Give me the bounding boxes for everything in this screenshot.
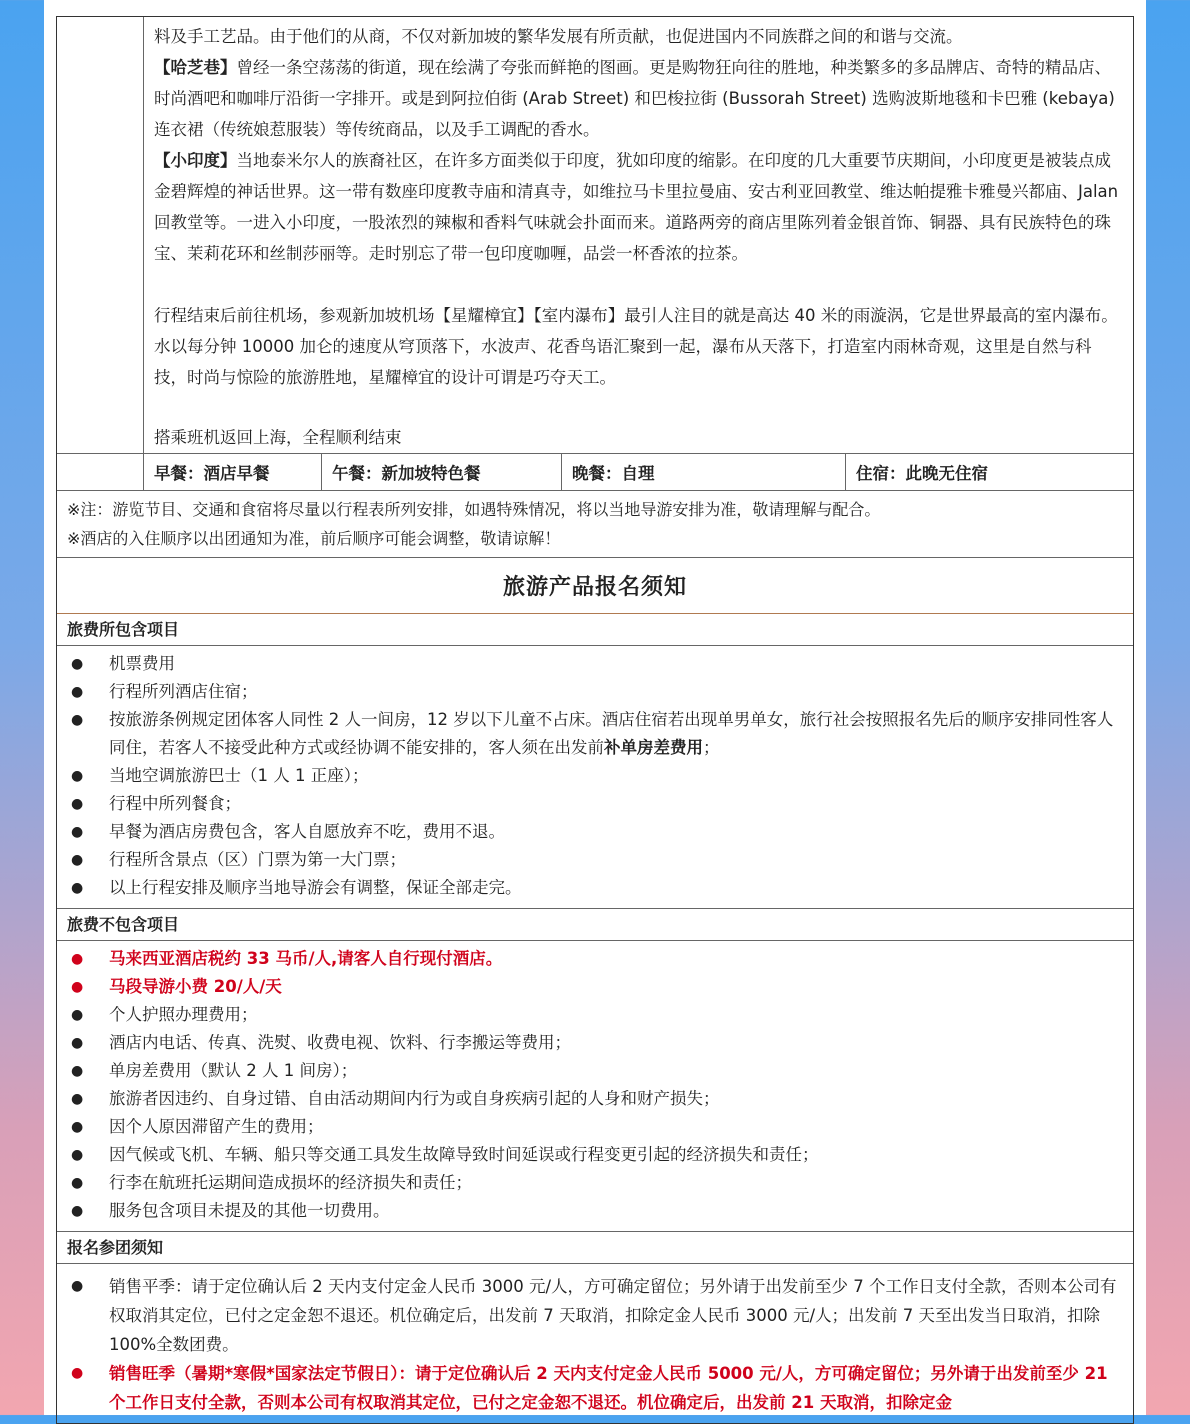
hotel-cell: 住宿：此晚无住宿 (856, 464, 988, 483)
little-india-tag: 【小印度】 (154, 151, 237, 170)
bullet-icon: ● (71, 1365, 84, 1381)
bullet-icon: ● (71, 1203, 84, 1219)
intro-line: 料及手工艺品。由于他们的从商，不仅对新加坡的繁华发展有所贡献，也促进国内不同族群之间的和谐与交流。 (154, 27, 963, 46)
bullet-icon: ● (71, 656, 84, 672)
list-item: ● 单房差费用（默认 2 人 1 间房）； (67, 1057, 819, 1085)
included-heading-row (57, 614, 1133, 646)
bullet-icon: ● (71, 1119, 84, 1135)
list-item: ● 机票费用 (67, 650, 1123, 678)
bullet-icon: ● (71, 796, 84, 812)
meals-label-cell (57, 454, 144, 490)
bullet-icon: ● (71, 712, 84, 728)
return-line: 搭乘班机返回上海，全程顺利结束 (154, 428, 402, 447)
peak-season-item: ● 销售旺季（暑期*寒假*国家法定节假日）：请于定位确认后 2 天内支付定金人民币 5000 元/人，方可确定留位；另外请于出发前至少 21 个工作日支付全款，否则本公司有权取消其定位，已付之定金恕不退还。机位确定后，出发前 21 天取消，扣除定金 (67, 1359, 1123, 1417)
list-item: ● 行程所含景点（区）门票为第一大门票； (67, 846, 1123, 874)
haji-lane-tag: 【哈芝巷】 (154, 58, 237, 77)
section-title: 旅游产品报名须知 (502, 575, 687, 600)
list-item: ● 行李在航班托运期间造成损坏的经济损失和责任； (67, 1169, 819, 1197)
signup-list (57, 1264, 1133, 1423)
list-item: ● 当地空调旅游巴士（1 人 1 正座）； (67, 762, 1123, 790)
bullet-icon: ● (71, 979, 84, 995)
list-item: ● 酒店内电话、传真、洗熨、收费电视、饮料、行李搬运等费用； (67, 1029, 819, 1057)
bullet-icon: ● (71, 684, 84, 700)
haji-lane-text: 曾经一条空荡荡的街道，现在绘满了夸张而鲜艳的图画。更是购物狂向往的胜地，种类繁多的多品牌店、奇特的精品店、时尚酒吧和咖啡厅沿街一字排开。或是到阿拉伯街 (Arab Street) 和巴梭拉街 (Bussorah Street) 选购波斯地毯和卡巴雅 (kebaya) 连衣裙（传统娘惹服装）等传统商品，以及手工调配的香水。 (154, 58, 1115, 139)
list-item: ● 马来西亚酒店税约 33 马币/人,请客人自行现付酒店。 (67, 945, 819, 973)
day-label-cell (57, 17, 144, 453)
bullet-icon: ● (71, 880, 84, 896)
signup-list-row (57, 1264, 1133, 1423)
bullet-icon: ● (71, 1278, 84, 1294)
included-list (57, 646, 1133, 908)
list-item: ● 因个人原因滞留产生的费用； (67, 1113, 819, 1141)
bullet-icon: ● (71, 1175, 84, 1191)
list-item: ● 服务包含项目未提及的其他一切费用。 (67, 1197, 819, 1225)
included-heading: 旅费所包含项目 (67, 620, 180, 639)
excluded-list (57, 941, 829, 1231)
bullet-icon: ● (71, 824, 84, 840)
note-1: ※注：游览节目、交通和食宿将尽量以行程表所列安排，如遇特殊情况，将以当地导游安排为准，敬请理解与配合。 (67, 500, 881, 519)
bullet-icon: ● (71, 1035, 84, 1051)
notes-row (57, 491, 1133, 558)
list-item: ● 个人护照办理费用； (67, 1001, 819, 1029)
bullet-icon: ● (71, 951, 84, 967)
document-page (44, 0, 1146, 1415)
bullet-icon: ● (71, 1063, 84, 1079)
list-item: ● 行程所列酒店住宿； (67, 678, 1123, 706)
list-item: ● 因气候或飞机、车辆、船只等交通工具发生故障导致时间延误或行程变更引起的经济损失和责任； (67, 1141, 819, 1169)
list-item: ● 以上行程安排及顺序当地导游会有调整，保证全部走完。 (67, 874, 1123, 902)
bullet-icon: ● (71, 768, 84, 784)
little-india-paragraph (154, 145, 1123, 269)
bullet-icon: ● (71, 852, 84, 868)
list-item: ● 按旅游条例规定团体客人同性 2 人一间房，12 岁以下儿童不占床。酒店住宿若出现单男单女，旅行社会按照报名先后的顺序安排同性客人同住，若客人不接受此种方式或经协调不能安排的，客人须在出发前补单房差费用； (67, 706, 1123, 762)
bullet-icon: ● (71, 1007, 84, 1023)
bullet-icon: ● (71, 1091, 84, 1107)
day-content-row (57, 17, 1133, 454)
note-2: ※酒店的入住顺序以出团通知为准，前后顺序可能会调整，敬请谅解！ (67, 529, 561, 548)
bullet-icon: ● (71, 1147, 84, 1163)
list-item: ● 早餐为酒店房费包含，客人自愿放弃不吃，费用不退。 (67, 818, 1123, 846)
itinerary-table (56, 16, 1134, 1424)
excluded-heading-row (57, 909, 1133, 941)
excluded-heading: 旅费不包含项目 (67, 915, 180, 934)
included-list-row (57, 646, 1133, 909)
airport-paragraph: 行程结束后前往机场，参观新加坡机场【星耀樟宜】【室内瀑布】最引人注目的就是高达 40 米的雨漩涡，它是世界最高的室内瀑布。水以每分钟 10000 加仑的速度从穹顶落下，水波声、花香鸟语汇聚到一起，瀑布从天落下，打造室内雨林奇观，这里是自然与科技，时尚与惊险的旅游胜地，星耀樟宜的设计可谓是巧夺天工。 (154, 306, 1118, 387)
little-india-text: 当地泰米尔人的族裔社区，在许多方面类似于印度，犹如印度的缩影。在印度的几大重要节庆期间，小印度更是被装点成金碧辉煌的神话世界。这一带有数座印度教寺庙和清真寺，如维拉马卡里拉曼庙、安古利亚回教堂、维达帕提雅卡雅曼兴都庙、Jalan 回教堂等。一进入小印度，一股浓烈的辣椒和香料气味就会扑面而来。道路两旁的商店里陈列着金银首饰、铜器、具有民族特色的珠宝、茉莉花环和丝制莎丽等。走时别忘了带一包印度咖喱，品尝一杯香浓的拉茶。 (154, 151, 1119, 263)
single-room-supplement: 补单房差费用 (604, 738, 703, 757)
haji-lane-paragraph (154, 52, 1123, 145)
signup-heading: 报名参团须知 (67, 1238, 164, 1257)
breakfast-cell: 早餐：酒店早餐 (144, 454, 322, 490)
section-title-row (57, 558, 1133, 614)
list-item: ● 行程中所列餐食； (67, 790, 1123, 818)
day-description (144, 17, 1133, 453)
meals-row (57, 454, 1133, 491)
list-item: ● 马段导游小费 20/人/天 (67, 973, 819, 1001)
signup-heading-row (57, 1232, 1133, 1264)
dinner-cell: 晚餐：自理 (562, 454, 846, 490)
lunch-cell: 午餐：新加坡特色餐 (322, 454, 562, 490)
excluded-list-row (57, 941, 1133, 1232)
list-item: ● 旅游者因违约、自身过错、自由活动期间内行为或自身疾病引起的人身和财产损失； (67, 1085, 819, 1113)
off-season-item: ● 销售平季：请于定位确认后 2 天内支付定金人民币 3000 元/人，方可确定留位；另外请于出发前至少 7 个工作日支付全款，否则本公司有权取消其定位，已付之定金恕不退还。机位确定后，出发前 7 天取消，扣除定金人民币 3000 元/人；出发前 7 天至出发当日取消，扣除 100%全数团费。 (67, 1272, 1123, 1359)
